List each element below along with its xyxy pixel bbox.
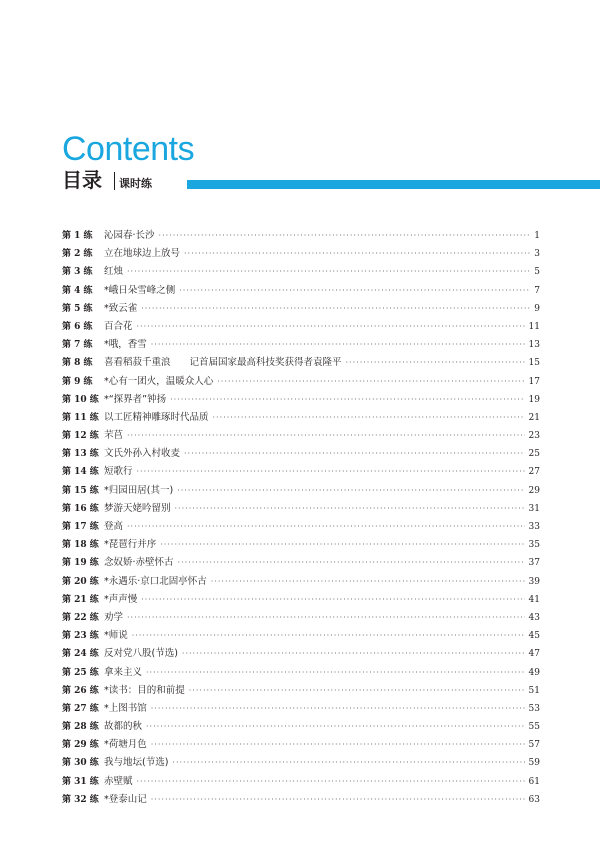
- toc-entry-number: 第 21 练: [62, 594, 99, 605]
- toc-entry[interactable]: [62, 227, 540, 245]
- toc-entry[interactable]: [62, 373, 540, 391]
- toc-entry[interactable]: [62, 263, 540, 281]
- toc-entry-page: 3: [534, 249, 540, 260]
- toc-entry-title: 文氏外孙入村收麦: [104, 448, 181, 460]
- toc-entry-title: 反对党八股(节选): [104, 648, 178, 660]
- toc-entry-page: 33: [528, 522, 540, 532]
- toc-entry[interactable]: [62, 445, 540, 463]
- leader-dots: [179, 282, 530, 300]
- toc-entry-number: 第 1 练: [62, 231, 93, 241]
- leader-dots: [182, 645, 525, 663]
- toc-entry-page: 61: [528, 776, 540, 787]
- toc-entry-page: 47: [528, 649, 540, 660]
- toc-entry-page: 39: [528, 576, 540, 587]
- toc-entry-title: *心有一团火，温暖众人心: [104, 375, 214, 387]
- toc-entry-number: 第 11 练: [62, 412, 99, 423]
- leader-dots: [346, 354, 525, 372]
- leader-dots: [137, 463, 525, 481]
- toc-entry-page: 49: [528, 667, 540, 678]
- toc-entry-page: 55: [528, 722, 540, 733]
- toc-entry-number: 第 18 练: [62, 540, 99, 551]
- toc-entry-number: 第 17 练: [62, 522, 99, 532]
- toc-entry-title: *哦，香雪: [104, 339, 147, 351]
- contents-heading: [62, 129, 194, 169]
- toc-entry-page: 57: [528, 740, 540, 751]
- toc-entry[interactable]: [62, 554, 540, 572]
- contents-title: Contents: [62, 130, 195, 168]
- toc-entry-number: 第 9 练: [62, 376, 93, 387]
- table-of-contents: [62, 227, 540, 809]
- toc-entry-title: *登泰山记: [104, 793, 147, 805]
- toc-entry-number: 第 7 练: [62, 340, 93, 351]
- toc-entry-title: 念奴娇·赤壁怀古: [104, 557, 174, 569]
- leader-dots: [146, 664, 525, 682]
- toc-entry-title: *荷塘月色: [104, 739, 147, 751]
- leader-dots: [177, 482, 524, 500]
- toc-entry-number: 第 10 练: [62, 394, 99, 405]
- toc-entry-number: 第 2 练: [62, 249, 93, 260]
- toc-entry[interactable]: [62, 664, 540, 682]
- toc-entry-page: 43: [528, 612, 540, 623]
- toc-entry-page: 7: [534, 285, 540, 296]
- toc-entry[interactable]: [62, 409, 540, 427]
- toc-entry[interactable]: [62, 500, 540, 518]
- toc-entry-page: 63: [528, 794, 540, 805]
- toc-entry-number: 第 25 练: [62, 667, 99, 678]
- leader-dots: [159, 227, 531, 245]
- mulu-title: 目录: [62, 168, 102, 192]
- toc-entry[interactable]: [62, 354, 540, 372]
- toc-entry-number: 第 15 练: [62, 485, 99, 496]
- toc-entry[interactable]: [62, 609, 540, 627]
- leader-dots: [178, 554, 525, 572]
- toc-entry-number: 第 13 练: [62, 449, 99, 460]
- toc-entry-page: 27: [528, 467, 540, 478]
- leader-dots: [127, 427, 525, 445]
- toc-entry-title: *上图书馆: [104, 702, 147, 714]
- toc-entry-title: *“探界者”钟扬: [104, 393, 167, 405]
- toc-entry-title: 梦游天姥吟留别: [104, 502, 171, 514]
- toc-entry-title: 故都的秋: [104, 721, 143, 733]
- toc-entry-number: 第 16 练: [62, 503, 99, 514]
- toc-entry-number: 第 20 练: [62, 576, 99, 587]
- toc-entry-number: 第 24 练: [62, 649, 99, 660]
- toc-entry-number: 第 4 练: [62, 285, 93, 296]
- toc-entry-title: *峨日朵雪峰之侧: [104, 284, 176, 296]
- toc-entry[interactable]: [62, 645, 540, 663]
- leader-dots: [213, 409, 525, 427]
- toc-entry-number: 第 31 练: [62, 776, 99, 787]
- toc-entry-number: 第 32 练: [62, 794, 99, 805]
- toc-entry-page: 11: [528, 321, 540, 332]
- accent-bar: [187, 180, 600, 189]
- leader-dots: [137, 318, 525, 336]
- toc-entry-page: 17: [528, 376, 540, 387]
- toc-entry-page: 35: [528, 540, 540, 551]
- leader-dots: [170, 391, 524, 409]
- toc-entry[interactable]: [62, 754, 540, 772]
- toc-entry-number: 第 26 练: [62, 685, 99, 696]
- leader-dots: [151, 700, 525, 718]
- leader-dots: [184, 445, 525, 463]
- toc-entry[interactable]: [62, 573, 540, 591]
- toc-entry-number: 第 14 练: [62, 467, 99, 478]
- leader-dots: [127, 263, 530, 281]
- toc-entry-number: 第 3 练: [62, 267, 93, 278]
- toc-entry[interactable]: [62, 482, 540, 500]
- toc-entry-page: 13: [528, 340, 540, 351]
- leader-dots: [127, 609, 525, 627]
- toc-entry[interactable]: [62, 736, 540, 754]
- toc-entry[interactable]: [62, 427, 540, 445]
- toc-entry-number: 第 22 练: [62, 612, 99, 623]
- leader-dots: [175, 500, 525, 518]
- toc-entry[interactable]: [62, 627, 540, 645]
- leader-dots: [189, 682, 525, 700]
- toc-entry-number: 第 27 练: [62, 703, 99, 714]
- leader-dots: [141, 591, 524, 609]
- toc-entry-page: 53: [528, 703, 540, 714]
- toc-entry-page: 37: [528, 558, 540, 569]
- divider: [114, 172, 115, 190]
- toc-entry-page: 19: [528, 394, 540, 405]
- toc-entry-page: 45: [528, 631, 540, 642]
- toc-entry[interactable]: [62, 463, 540, 481]
- toc-entry-page: 59: [528, 758, 540, 769]
- leader-dots: [137, 773, 525, 791]
- leader-dots: [141, 300, 530, 318]
- toc-entry[interactable]: [62, 245, 540, 263]
- toc-entry-number: 第 19 练: [62, 558, 99, 569]
- toc-entry-page: 15: [528, 358, 540, 369]
- toc-entry-title: 劝学: [104, 611, 124, 623]
- leader-dots: [184, 245, 530, 263]
- subtitle-label: 课时练: [119, 177, 152, 190]
- toc-entry[interactable]: [62, 318, 540, 336]
- toc-entry-title: 赤壁赋: [104, 775, 133, 787]
- toc-entry[interactable]: [62, 791, 540, 809]
- toc-entry-title: 拿来主义: [104, 666, 143, 678]
- toc-entry-page: 5: [534, 267, 540, 278]
- toc-entry-number: 第 12 练: [62, 431, 99, 442]
- toc-entry-title: *致云雀: [104, 302, 138, 314]
- toc-entry-title: *归园田居(其一): [104, 484, 174, 496]
- toc-entry-title: 喜看稻菽千重浪 记首届国家最高科技奖获得者袁隆平: [104, 357, 342, 369]
- toc-entry[interactable]: [62, 336, 540, 354]
- toc-entry-number: 第 28 练: [62, 722, 99, 733]
- leader-dots: [146, 718, 525, 736]
- leader-dots: [172, 754, 524, 772]
- toc-entry[interactable]: [62, 773, 540, 791]
- toc-entry-title: 短歌行: [104, 466, 133, 478]
- leader-dots: [151, 736, 525, 754]
- toc-entry-page: 29: [528, 485, 540, 496]
- toc-entry-number: 第 23 练: [62, 631, 99, 642]
- toc-entry-number: 第 6 练: [62, 321, 93, 332]
- toc-entry[interactable]: [62, 591, 540, 609]
- toc-entry-page: 9: [534, 303, 540, 314]
- toc-entry-title: 登高: [104, 521, 124, 532]
- toc-entry-title: *声声慢: [104, 593, 138, 605]
- toc-entry-number: 第 29 练: [62, 740, 99, 751]
- toc-entry-title: 芣苢: [104, 430, 124, 442]
- leader-dots: [160, 536, 524, 554]
- toc-entry[interactable]: [62, 718, 540, 736]
- toc-entry-page: 41: [528, 594, 540, 605]
- toc-entry-title: *师说: [104, 630, 128, 642]
- toc-entry-title: *琵琶行并序: [104, 539, 157, 551]
- toc-entry[interactable]: [62, 682, 540, 700]
- toc-entry[interactable]: [62, 700, 540, 718]
- toc-entry-title: 以工匠精神雕琢时代品质: [104, 411, 209, 423]
- leader-dots: [211, 573, 525, 591]
- toc-entry-number: 第 5 练: [62, 303, 93, 314]
- toc-entry-number: 第 8 练: [62, 358, 93, 369]
- toc-entry[interactable]: [62, 300, 540, 318]
- section-header: [62, 168, 538, 194]
- toc-entry-title: *永遇乐·京口北固亭怀古: [104, 575, 207, 587]
- toc-entry-page: 23: [528, 431, 540, 442]
- toc-entry-title: 红烛: [104, 266, 124, 278]
- toc-entry[interactable]: [62, 391, 540, 409]
- leader-dots: [217, 373, 524, 391]
- toc-entry[interactable]: [62, 282, 540, 300]
- leader-dots: [151, 791, 525, 809]
- toc-entry-page: 51: [528, 685, 540, 696]
- toc-entry-page: 25: [528, 449, 540, 460]
- toc-entry-title: 沁园春·长沙: [104, 230, 155, 241]
- toc-entry-title: 百合花: [104, 320, 133, 332]
- toc-entry-page: 1: [534, 231, 540, 241]
- toc-entry[interactable]: [62, 518, 540, 536]
- toc-entry-number: 第 30 练: [62, 758, 99, 769]
- toc-entry-page: 21: [528, 412, 540, 423]
- toc-entry-title: 立在地球边上放号: [104, 248, 181, 260]
- leader-dots: [151, 336, 525, 354]
- leader-dots: [127, 518, 525, 536]
- toc-entry-title: *读书：目的和前提: [104, 684, 185, 696]
- toc-entry-title: 我与地坛(节选): [104, 757, 169, 769]
- leader-dots: [132, 627, 525, 645]
- toc-entry-page: 31: [528, 503, 540, 514]
- toc-entry[interactable]: [62, 536, 540, 554]
